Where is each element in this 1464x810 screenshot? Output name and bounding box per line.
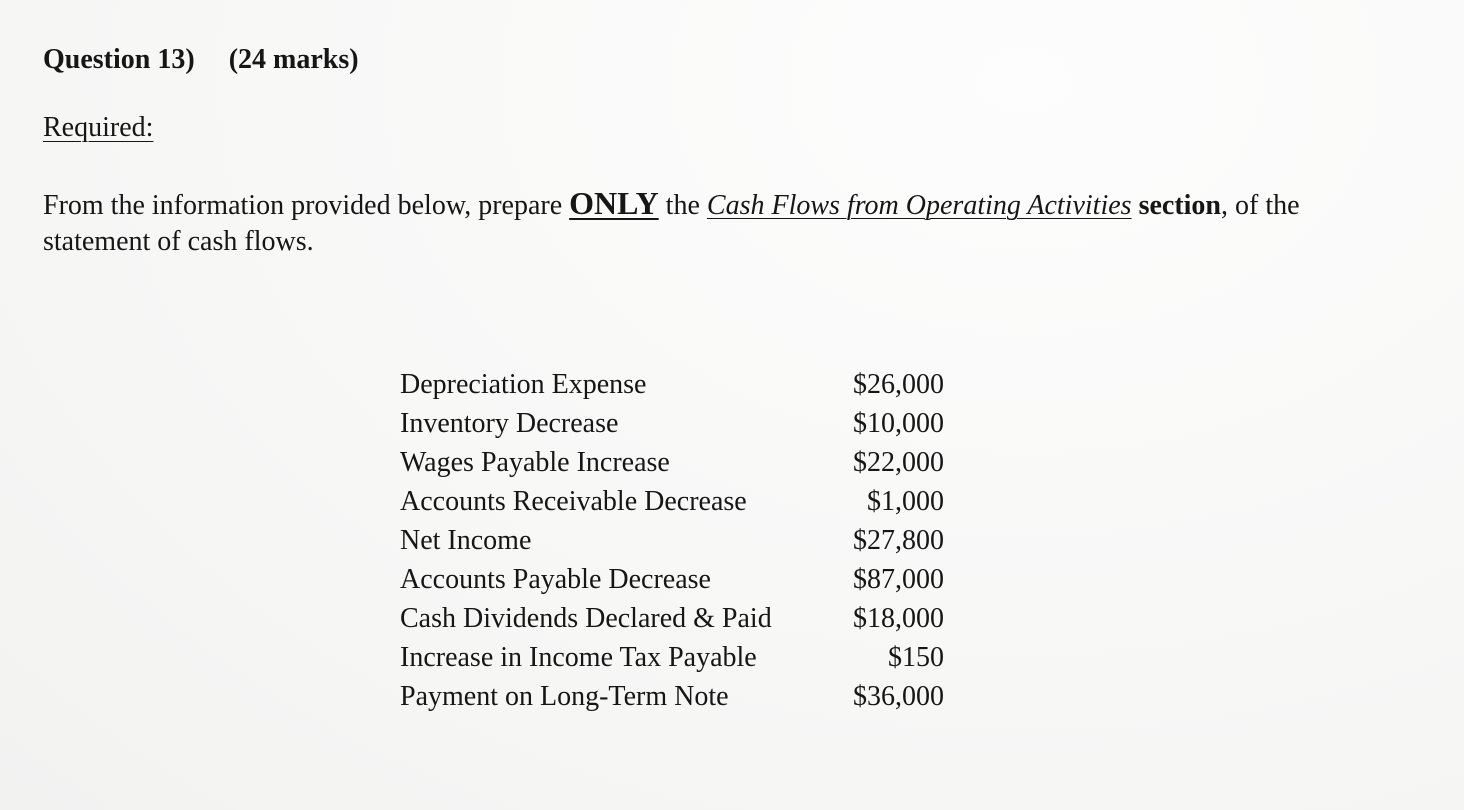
instruction-section-word: section	[1138, 190, 1221, 221]
item-label: Increase in Income Tax Payable	[400, 642, 757, 673]
table-row	[400, 677, 944, 716]
table-row	[400, 404, 944, 443]
item-label: Wages Payable Increase	[400, 447, 670, 478]
table-row	[400, 482, 944, 521]
instruction-section-name: Cash Flows from Operating Activities	[706, 190, 1132, 221]
item-amount: $36,000	[853, 681, 944, 712]
instruction-emphasis: ONLY	[569, 185, 659, 221]
table-row	[400, 560, 944, 599]
table-row	[400, 443, 944, 482]
instruction-text	[43, 185, 1403, 260]
required-label: Required:	[43, 112, 154, 143]
item-amount: $26,000	[853, 369, 944, 400]
item-amount: $10,000	[853, 408, 944, 439]
item-amount: $27,800	[853, 525, 944, 556]
question-number: Question 13)	[43, 44, 195, 75]
item-label: Depreciation Expense	[400, 369, 647, 400]
item-amount: $150	[888, 642, 944, 673]
item-label: Cash Dividends Declared & Paid	[400, 603, 772, 634]
item-amount: $87,000	[853, 564, 944, 595]
instruction-part-3	[1132, 190, 1139, 221]
financial-items-table	[400, 365, 944, 716]
item-label: Inventory Decrease	[400, 408, 619, 439]
table-row	[400, 599, 944, 638]
item-label: Accounts Receivable Decrease	[400, 486, 747, 517]
instruction-part-2: the	[658, 190, 707, 221]
item-amount: $1,000	[867, 486, 944, 517]
item-label: Accounts Payable Decrease	[400, 564, 711, 595]
item-label: Payment on Long-Term Note	[400, 681, 729, 712]
question-marks: (24 marks)	[228, 44, 359, 75]
item-amount: $18,000	[853, 603, 944, 634]
instruction-part-4: , of the statement of cash flows.	[43, 190, 1300, 257]
item-amount: $22,000	[853, 447, 944, 478]
table-row	[400, 365, 944, 404]
item-label: Net Income	[400, 525, 532, 556]
table-row	[400, 521, 944, 560]
instruction-part-1: From the information provided below, prepare	[43, 190, 570, 221]
table-row	[400, 638, 944, 677]
question-heading	[43, 44, 359, 76]
